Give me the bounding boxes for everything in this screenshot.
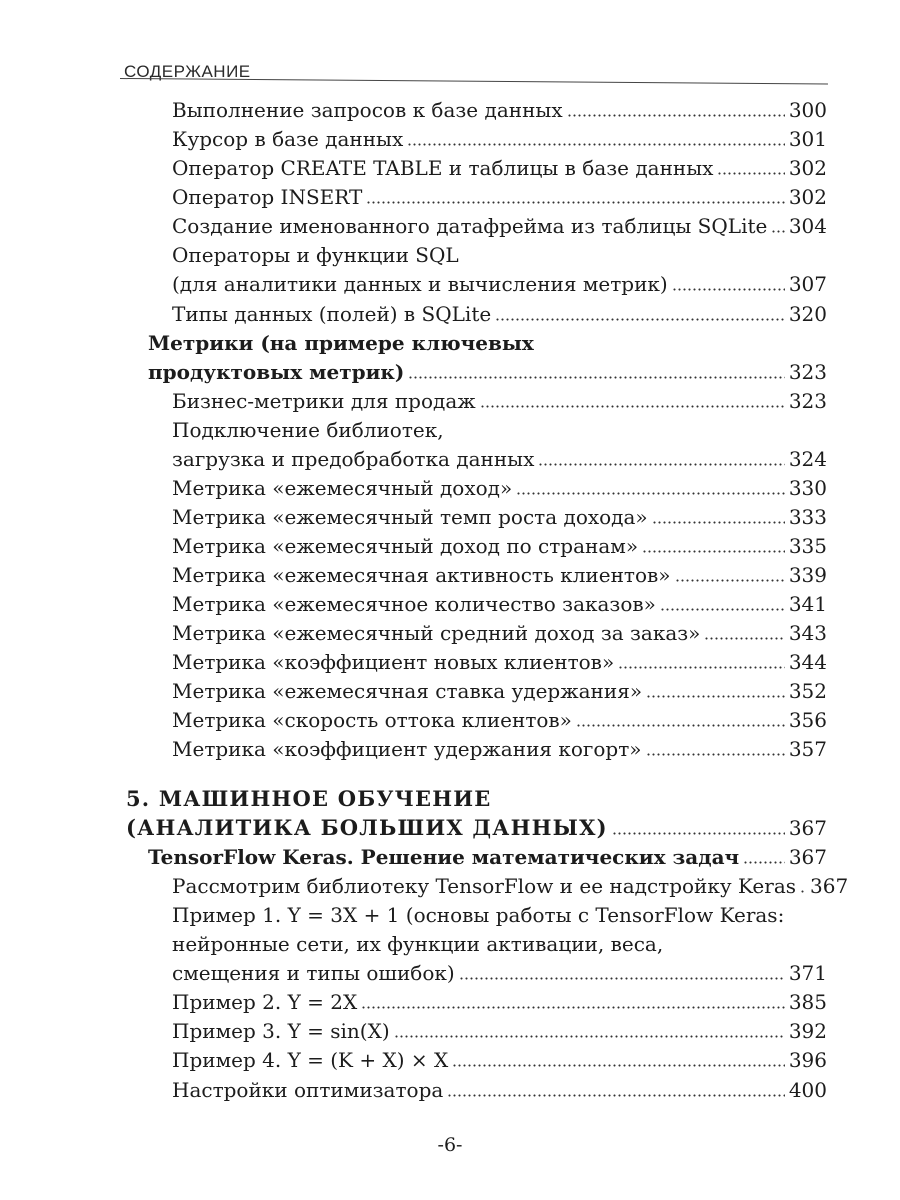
toc-entry-title: Бизнес-метрики для продаж xyxy=(172,389,476,413)
toc-entry-title: (АНАЛИТИКА БОЛЬШИХ ДАННЫХ) xyxy=(126,815,608,840)
toc-entry-title: Выполнение запросов к базе данных xyxy=(172,98,563,122)
toc-page-number: 307 xyxy=(788,272,827,296)
toc-entry xyxy=(172,677,827,706)
toc-chapter-entry xyxy=(126,784,827,843)
toc-page-number: 392 xyxy=(788,1019,827,1043)
leader-dots xyxy=(800,890,806,893)
toc-entry xyxy=(172,988,827,1017)
toc-entry-title: Создание именованного датафрейма из таблицы SQLite xyxy=(172,214,768,238)
leader-dots xyxy=(717,172,784,175)
toc-entry xyxy=(172,212,827,241)
toc-page-number: 357 xyxy=(788,737,827,761)
toc-entry-title-line: Операторы и функции SQL xyxy=(172,243,459,267)
toc-page-number: 333 xyxy=(788,505,827,529)
leader-dots xyxy=(452,1064,785,1067)
toc-page-number: 356 xyxy=(788,708,827,732)
toc-entry xyxy=(172,241,827,299)
toc-entry xyxy=(172,706,827,735)
toc-entry xyxy=(172,1017,827,1046)
toc-entry-title: Пример 2. Y = 2X xyxy=(172,990,358,1014)
toc-entry-title: загрузка и предобработка данных xyxy=(172,447,535,471)
leader-dots xyxy=(675,579,785,582)
toc-page-number: 367 xyxy=(788,816,827,840)
toc-page-number: 343 xyxy=(788,621,827,645)
running-header: СОДЕРЖАНИЕ xyxy=(124,62,251,81)
toc-entry-title: Метрика «коэффициент удержания когорт» xyxy=(172,737,642,761)
toc-page-number: 323 xyxy=(788,389,827,413)
toc-entry-title: Рассмотрим библиотеку TensorFlow и ее надстройку Keras xyxy=(172,874,797,898)
toc-entry-title: Метрика «ежемесячный доход» xyxy=(172,476,513,500)
toc-page-number: 396 xyxy=(788,1048,827,1072)
page-number-footer: -6- xyxy=(437,1134,463,1156)
toc-page-number: 302 xyxy=(788,185,827,209)
leader-dots xyxy=(407,143,785,146)
leader-dots xyxy=(618,666,785,669)
toc-entry-title: продуктовых метрик) xyxy=(148,360,405,384)
leader-dots xyxy=(459,977,785,980)
leader-dots xyxy=(538,463,784,466)
leader-dots xyxy=(516,492,785,495)
leader-dots xyxy=(408,376,784,379)
toc-page-number: 371 xyxy=(788,961,827,985)
toc-page-number: 341 xyxy=(788,592,827,616)
leader-dots xyxy=(567,114,785,117)
toc-entry xyxy=(172,648,827,677)
toc-entry xyxy=(172,1046,827,1075)
toc-page-number: 304 xyxy=(788,214,827,238)
toc-entry xyxy=(172,183,827,212)
toc-entry xyxy=(172,532,827,561)
toc-entry xyxy=(172,387,827,416)
toc-entry-title: Метрика «скорость оттока клиентов» xyxy=(172,708,572,732)
toc-entry xyxy=(172,619,827,648)
toc-entry-title: Метрика «ежемесячный доход по странам» xyxy=(172,534,639,558)
leader-dots xyxy=(366,201,785,204)
toc-entry-title: Метрика «ежемесячная ставка удержания» xyxy=(172,679,643,703)
toc-entry xyxy=(172,872,849,901)
toc-page-number: 301 xyxy=(788,127,827,151)
toc-entry-title: TensorFlow Keras. Решение математических задач xyxy=(148,845,740,869)
toc-entry xyxy=(172,503,827,532)
toc-entry xyxy=(172,96,827,125)
toc-page-number: 344 xyxy=(788,650,827,674)
toc-entry-title-line: нейронные сети, их функции активации, веса, xyxy=(172,932,664,956)
toc-entry-title: Настройки оптимизатора xyxy=(172,1078,444,1102)
toc-page-number: 302 xyxy=(788,156,827,180)
toc-entry-title-line: 5. МАШИННОЕ ОБУЧЕНИЕ xyxy=(126,786,492,811)
toc-page-number: 300 xyxy=(788,98,827,122)
leader-dots xyxy=(612,832,785,835)
leader-dots xyxy=(660,608,785,611)
toc-entry xyxy=(172,735,827,764)
toc-page-number: 400 xyxy=(788,1078,827,1102)
toc-entry-title: (для аналитики данных и вычисления метрик) xyxy=(172,272,668,296)
toc-entry xyxy=(172,590,827,619)
toc-page-number: 367 xyxy=(788,845,827,869)
toc-entry-title: Метрика «ежемесячное количество заказов» xyxy=(172,592,656,616)
toc-page-number: 320 xyxy=(788,302,827,326)
toc-entry-title: Пример 3. Y = sin(X) xyxy=(172,1019,390,1043)
leader-dots xyxy=(743,861,785,864)
toc-entry xyxy=(172,1076,827,1105)
toc-page-number: 367 xyxy=(810,874,849,898)
toc-section-entry xyxy=(148,843,827,872)
leader-dots xyxy=(704,637,784,640)
leader-dots xyxy=(672,288,785,291)
toc-entry-title: Курсор в базе данных xyxy=(172,127,404,151)
toc-entry-title-line: Подключение библиотек, xyxy=(172,418,444,442)
toc-entry xyxy=(172,154,827,183)
toc-entry xyxy=(172,901,827,988)
leader-dots xyxy=(447,1094,785,1097)
toc-page-number: 385 xyxy=(788,990,827,1014)
toc-page-number: 324 xyxy=(788,447,827,471)
leader-dots xyxy=(480,405,785,408)
toc-entry xyxy=(172,561,827,590)
toc-section-entry xyxy=(148,329,827,387)
toc-entry-title: Оператор INSERT xyxy=(172,185,363,209)
leader-dots xyxy=(576,724,785,727)
toc-entry xyxy=(172,416,827,474)
toc-page-number: 335 xyxy=(788,534,827,558)
leader-dots xyxy=(642,550,785,553)
leader-dots xyxy=(771,230,784,233)
toc-entry xyxy=(172,300,827,329)
toc-page-number: 330 xyxy=(788,476,827,500)
toc-entry-title: Пример 4. Y = (K + X) × X xyxy=(172,1048,449,1072)
toc-entry-title-line: Метрики (на примере ключевых xyxy=(148,331,534,355)
toc-entry-title-line: Пример 1. Y = 3X + 1 (основы работы с TensorFlow Keras: xyxy=(172,903,785,927)
toc-entry xyxy=(172,474,827,503)
toc-entry-title: Метрика «ежемесячная активность клиентов» xyxy=(172,563,671,587)
toc-entry-title: Типы данных (полей) в SQLite xyxy=(172,302,492,326)
toc-page-number: 352 xyxy=(788,679,827,703)
toc-entry-title: смещения и типы ошибок) xyxy=(172,961,455,985)
toc-entry xyxy=(172,125,827,154)
toc-entry-title: Метрика «коэффициент новых клиентов» xyxy=(172,650,615,674)
toc-page-number: 323 xyxy=(788,360,827,384)
toc-entry-title: Метрика «ежемесячный средний доход за заказ» xyxy=(172,621,701,645)
leader-dots xyxy=(646,695,785,698)
leader-dots xyxy=(646,753,785,756)
toc-entry-title: Оператор CREATE TABLE и таблицы в базе данных xyxy=(172,156,714,180)
leader-dots xyxy=(652,521,785,524)
leader-dots xyxy=(495,318,785,321)
leader-dots xyxy=(361,1006,785,1009)
leader-dots xyxy=(394,1035,785,1038)
toc-page-number: 339 xyxy=(788,563,827,587)
toc-entry-title: Метрика «ежемесячный темп роста дохода» xyxy=(172,505,648,529)
